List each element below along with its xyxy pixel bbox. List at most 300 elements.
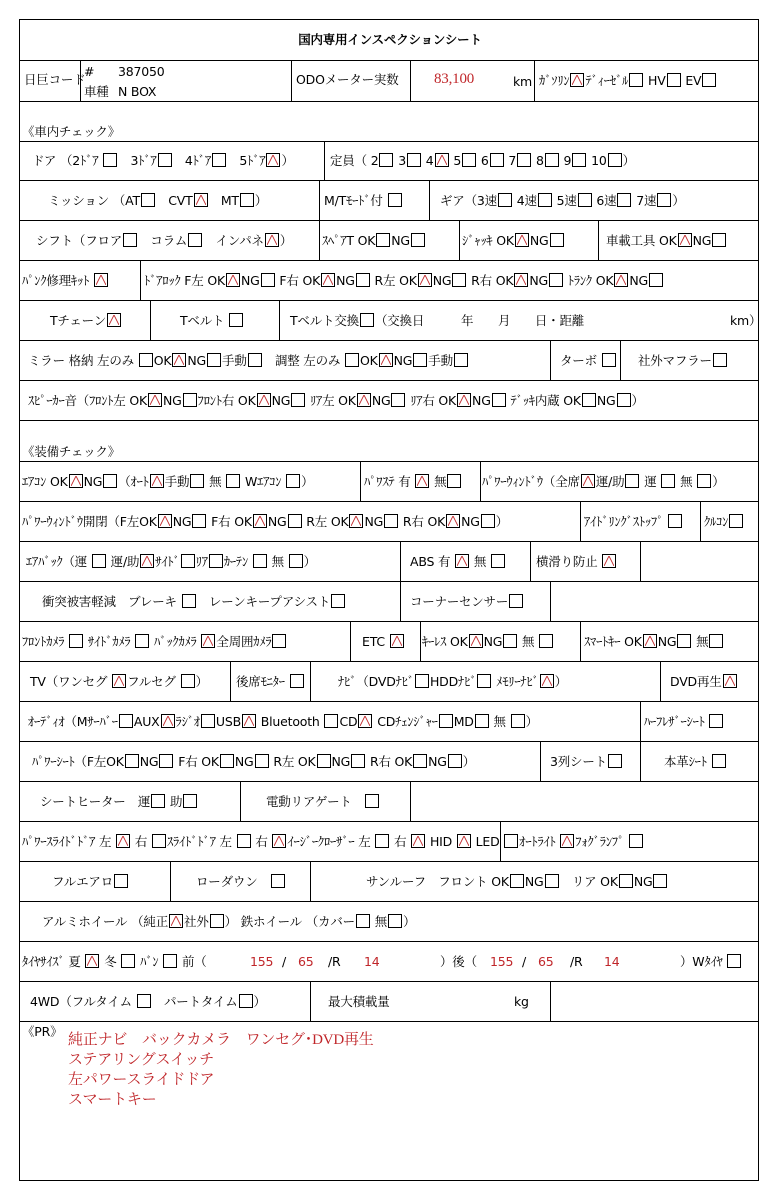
pr-line: 左パワースライドドア	[68, 1072, 215, 1088]
ng-label: NG	[172, 514, 192, 529]
close-paren: ）	[554, 674, 568, 689]
airbag-drv-checkbox[interactable]	[92, 554, 106, 568]
tire-front-rim: 14	[364, 954, 380, 969]
pseat-rl-ok-checkbox[interactable]	[317, 754, 331, 768]
slide-left-label: ｽﾗｲﾄﾞﾄﾞｱ 左	[166, 834, 232, 849]
tire-summer-checkbox[interactable]	[85, 954, 99, 968]
front-camera-checkbox[interactable]	[69, 634, 83, 648]
muffler-checkbox[interactable]	[713, 353, 727, 367]
radio-checkbox[interactable]	[201, 714, 215, 728]
close-paren: ）	[403, 914, 416, 929]
skid-checkbox[interactable]	[602, 554, 616, 568]
alu-aftermarket-checkbox[interactable]	[210, 914, 224, 928]
drv-label: 運	[644, 474, 657, 489]
pw-drv-checkbox[interactable]	[661, 474, 675, 488]
pseat-fl-ok-checkbox[interactable]	[125, 754, 139, 768]
gear4-label: 4速	[516, 193, 537, 208]
mirror-adjust-ok-checkbox[interactable]	[379, 353, 393, 367]
alu-genuine-checkbox[interactable]	[169, 914, 183, 928]
pseat-rr-ok-checkbox[interactable]	[413, 754, 427, 768]
power-steering-none-checkbox[interactable]	[447, 474, 461, 488]
cap6-checkbox[interactable]	[490, 153, 504, 167]
doorlock-rl-ok-checkbox[interactable]	[418, 273, 432, 287]
ng-label: NG	[364, 514, 384, 529]
mirror-fold-left-checkbox[interactable]	[139, 353, 153, 367]
pass-label: 助	[169, 794, 183, 809]
odo-label: ODOメーター実数	[296, 72, 399, 87]
m-server-checkbox[interactable]	[119, 714, 133, 728]
usb-label: USB	[215, 714, 241, 729]
audio-none-checkbox[interactable]	[511, 714, 525, 728]
pseat-fr-ng-checkbox[interactable]	[255, 754, 269, 768]
mirror-fold-ok-checkbox[interactable]	[172, 353, 186, 367]
psd-right-checkbox[interactable]	[152, 834, 166, 848]
speaker-rl-label: ﾘｱ左 OK	[310, 393, 356, 408]
close-paren: ）	[631, 393, 644, 408]
ng-label: NG	[336, 273, 355, 288]
ng-label: NG	[371, 393, 391, 408]
trunk-ok-checkbox[interactable]	[614, 273, 628, 287]
sunroof-rear-ok-checkbox[interactable]	[619, 874, 633, 888]
ng-label: NG	[529, 273, 548, 288]
seat-heater-label: シートヒーター 運	[40, 794, 151, 809]
easy-left-checkbox[interactable]	[375, 834, 389, 848]
ng-label: NG	[83, 474, 103, 489]
deck-ng-checkbox[interactable]	[617, 393, 631, 407]
gear4-checkbox[interactable]	[538, 193, 552, 207]
navi-hdd-checkbox[interactable]	[477, 674, 491, 688]
cap8-checkbox[interactable]	[545, 153, 559, 167]
door3-checkbox[interactable]	[158, 153, 172, 167]
section-pr: 《PR》	[22, 1024, 63, 1039]
navi-memory-checkbox[interactable]	[540, 674, 554, 688]
aux-checkbox[interactable]	[161, 714, 175, 728]
w-tire-checkbox[interactable]	[727, 954, 741, 968]
sd-right-checkbox[interactable]	[272, 834, 286, 848]
navi-memory-label: ﾒﾓﾘｰﾅﾋﾞ	[496, 674, 539, 689]
hid-checkbox[interactable]	[457, 834, 471, 848]
pw-rl-ng-checkbox[interactable]	[384, 514, 398, 528]
pw-all-checkbox[interactable]	[581, 474, 595, 488]
oneseg-checkbox[interactable]	[112, 674, 126, 688]
doorlock-rr-ng-checkbox[interactable]	[549, 273, 563, 287]
psd-left-checkbox[interactable]	[116, 834, 130, 848]
door5-checkbox[interactable]	[266, 153, 280, 167]
speaker-fl-ok-checkbox[interactable]	[148, 393, 162, 407]
close-paren: ）	[462, 754, 476, 769]
tbelt-checkbox[interactable]	[229, 313, 243, 327]
skid-label: 横滑り防止	[536, 554, 598, 569]
speaker-fl-ng-checkbox[interactable]	[183, 393, 197, 407]
sd-left-checkbox[interactable]	[237, 834, 251, 848]
trunk-ng-checkbox[interactable]	[649, 273, 663, 287]
side-camera-checkbox[interactable]	[135, 634, 149, 648]
cap2-checkbox[interactable]	[379, 153, 393, 167]
ng-label: NG	[432, 273, 452, 288]
curtain-label: ｶｰﾃﾝ	[223, 554, 249, 569]
odo-value: 83,100	[434, 71, 475, 87]
aircon-auto-checkbox[interactable]	[150, 474, 164, 488]
door4-label: 4ﾄﾞｱ	[184, 153, 212, 168]
audio-label: ｵｰﾃﾞｨｵ（Mｻｰﾊﾞｰ	[28, 714, 118, 729]
drv-pass-label: 運/助	[595, 474, 625, 489]
side-camera-label: ｻｲﾄﾞｶﾒﾗ	[87, 634, 131, 649]
fullseg-checkbox[interactable]	[181, 674, 195, 688]
ng-label: NG	[267, 514, 287, 529]
parttime-checkbox[interactable]	[239, 994, 253, 1008]
speaker-rr-ok-checkbox[interactable]	[457, 393, 471, 407]
close-paren: ）	[525, 714, 538, 729]
leather-checkbox[interactable]	[712, 754, 726, 768]
none-label: 無	[522, 634, 535, 649]
spare-ok-checkbox[interactable]	[376, 233, 390, 247]
steel-cover-checkbox[interactable]	[356, 914, 370, 928]
gear6-checkbox[interactable]	[617, 193, 631, 207]
cd-changer-label: CDﾁｪﾝｼﾞｬｰ	[377, 714, 438, 729]
airbag-side-checkbox[interactable]	[181, 554, 195, 568]
mt-mode-label: M/Tﾓｰﾄﾞ付	[324, 193, 383, 208]
cd-changer-checkbox[interactable]	[439, 714, 453, 728]
tools-ok-checkbox[interactable]	[678, 233, 692, 247]
doorlock-fl-ng-checkbox[interactable]	[261, 273, 275, 287]
ng-label: NG	[529, 233, 549, 248]
abs-none-checkbox[interactable]	[491, 554, 505, 568]
navi-dvd-checkbox[interactable]	[415, 674, 429, 688]
smartkey-ok-checkbox[interactable]	[643, 634, 657, 648]
doorlock-fr-ok-checkbox[interactable]	[321, 273, 335, 287]
idle-stop-checkbox[interactable]	[668, 514, 682, 528]
mirror-adjust-left-checkbox[interactable]	[345, 353, 359, 367]
puncture-label: ﾊﾟﾝｸ修理ｷｯﾄ	[22, 273, 90, 288]
close-paren: ）	[712, 474, 725, 489]
cap8-label: 8	[535, 153, 544, 168]
speaker-fr-label: ﾌﾛﾝﾄ右 OK	[197, 393, 256, 408]
pw-fl-ng-checkbox[interactable]	[192, 514, 206, 528]
ng-label: NG	[240, 273, 260, 288]
mirror-fold-manual-checkbox[interactable]	[248, 353, 262, 367]
airbag-rear-checkbox[interactable]	[209, 554, 223, 568]
trunk-label: ﾄﾗﾝｸ OK	[567, 273, 614, 288]
full-aero-checkbox[interactable]	[114, 874, 128, 888]
floor-checkbox[interactable]	[123, 233, 137, 247]
tire-winter-checkbox[interactable]	[121, 954, 135, 968]
waircon-checkbox[interactable]	[286, 474, 300, 488]
full-aero-label: フルエアロ	[52, 874, 114, 889]
sunroof-rear-label: リア OK	[571, 874, 618, 889]
column-checkbox[interactable]	[188, 233, 202, 247]
keyless-ok-checkbox[interactable]	[469, 634, 483, 648]
pw-rl-ok-checkbox[interactable]	[349, 514, 363, 528]
back-camera-checkbox[interactable]	[201, 634, 215, 648]
aircon-none-checkbox[interactable]	[226, 474, 240, 488]
tools-ng-checkbox[interactable]	[712, 233, 726, 247]
doorlock-rl-label: R左 OK	[374, 273, 417, 288]
gear7-checkbox[interactable]	[657, 193, 671, 207]
speaker-fl-label: ｽﾋﾟｰｶｰ音（ﾌﾛﾝﾄ左 OK	[28, 393, 148, 408]
aircon-manual-checkbox[interactable]	[190, 474, 204, 488]
sunroof-front-ok-checkbox[interactable]	[510, 874, 524, 888]
cvt-checkbox[interactable]	[194, 193, 208, 207]
pw-rr-ng-checkbox[interactable]	[481, 514, 495, 528]
slash-label: /	[282, 954, 287, 969]
pseat-fr-ok-checkbox[interactable]	[220, 754, 234, 768]
aircon-ng-checkbox[interactable]	[103, 474, 117, 488]
keyless-none-checkbox[interactable]	[539, 634, 553, 648]
cap3-checkbox[interactable]	[407, 153, 421, 167]
tchain-checkbox[interactable]	[107, 313, 121, 327]
bluetooth-checkbox[interactable]	[324, 714, 338, 728]
spare-ng-checkbox[interactable]	[411, 233, 425, 247]
airbag-curtain-checkbox[interactable]	[253, 554, 267, 568]
gear3-checkbox[interactable]	[498, 193, 512, 207]
abs-label: ABS 有	[410, 554, 451, 569]
ok-label: OK	[153, 353, 172, 368]
heater-drv-checkbox[interactable]	[151, 794, 165, 808]
pw-fr-ok-checkbox[interactable]	[253, 514, 267, 528]
pw-fl-ok-checkbox[interactable]	[158, 514, 172, 528]
tire-van-checkbox[interactable]	[163, 954, 177, 968]
fuel-gas-label: ｶﾞｿﾘﾝ	[539, 73, 570, 88]
speaker-fr-ng-checkbox[interactable]	[291, 393, 305, 407]
md-label: MD	[453, 714, 474, 729]
leather-label: 本革ｼｰﾄ	[664, 754, 707, 769]
inpane-checkbox[interactable]	[265, 233, 279, 247]
manual-label: 手動	[428, 353, 453, 368]
fog-label: ﾌｫｸﾞﾗﾝﾌﾟ	[575, 834, 625, 849]
mirror-label: ミラー 格納 左のみ	[28, 353, 134, 368]
r-label: /R	[570, 954, 583, 969]
none-label: 無	[374, 914, 388, 929]
half-leather-label: ﾊｰﾌﾚｻﾞｰｼｰﾄ	[644, 714, 705, 729]
keyless-ng-checkbox[interactable]	[503, 634, 517, 648]
mt-checkbox[interactable]	[240, 193, 254, 207]
speaker-rl-ok-checkbox[interactable]	[357, 393, 371, 407]
page-title: 国内専用インスペクションシート	[298, 32, 482, 47]
ng-label: NG	[139, 754, 159, 769]
pw-none-checkbox[interactable]	[697, 474, 711, 488]
doorlock-rr-ok-checkbox[interactable]	[514, 273, 528, 287]
close-paren: ）	[224, 914, 237, 929]
tv-oneseg-label: TV（ワンセグ	[30, 674, 108, 689]
pw-drv-pass-checkbox[interactable]	[625, 474, 639, 488]
muffler-label: 社外マフラー	[638, 353, 712, 368]
waircon-label: Wｴｱｺﾝ	[244, 474, 282, 489]
steel-none-checkbox[interactable]	[388, 914, 402, 928]
tbelt-detail-label: （交換日 年 月 日・距離	[374, 313, 585, 328]
lane-keep-label: レーンキープアシスト	[208, 594, 331, 609]
code-label: 日巨コード	[24, 72, 86, 87]
auto-light-label: ｵｰﾄﾗｲﾄ	[519, 834, 556, 849]
smartkey-label: ｽﾏｰﾄｷｰ OK	[584, 634, 642, 649]
ng-label: NG	[483, 634, 503, 649]
lowdown-checkbox[interactable]	[271, 874, 285, 888]
code-prefix: #	[84, 64, 95, 79]
close-paren: ）	[195, 674, 208, 689]
tire-front-aspect: 65	[298, 954, 314, 969]
tbelt-label: Tベルト	[180, 313, 225, 328]
airbag-dp-checkbox[interactable]	[140, 554, 154, 568]
close-paren: ）	[495, 514, 509, 529]
rear-gate-checkbox[interactable]	[365, 794, 379, 808]
idle-stop-label: ｱｲﾄﾞﾘﾝｸﾞｽﾄｯﾌﾟ	[584, 514, 664, 529]
pw-rl-label: R左 OK	[306, 514, 349, 529]
mirror-adjust-manual-checkbox[interactable]	[454, 353, 468, 367]
pseat-rr-ng-checkbox[interactable]	[448, 754, 462, 768]
sunroof-front-ng-checkbox[interactable]	[545, 874, 559, 888]
dvd-play-label: DVD再生	[670, 674, 722, 689]
mirror-adjust-ng-checkbox[interactable]	[413, 353, 427, 367]
fullseg-label: フルセグ	[127, 674, 176, 689]
tire-rear-aspect: 65	[538, 954, 554, 969]
airbag-none-checkbox[interactable]	[289, 554, 303, 568]
collision-checkbox[interactable]	[182, 594, 196, 608]
cap10-checkbox[interactable]	[608, 153, 622, 167]
turbo-checkbox[interactable]	[602, 353, 616, 367]
r-label: /R	[328, 954, 341, 969]
etc-checkbox[interactable]	[390, 634, 404, 648]
gear7-label: 7速	[636, 193, 657, 208]
puncture-checkbox[interactable]	[94, 273, 108, 287]
abs-yes-checkbox[interactable]	[455, 554, 469, 568]
cap5-checkbox[interactable]	[462, 153, 476, 167]
md-checkbox[interactable]	[475, 714, 489, 728]
van-label: ﾊﾞﾝ	[140, 954, 159, 969]
collision-label: 衝突被害軽減 ブレーキ	[42, 594, 177, 609]
corner-sensor-checkbox[interactable]	[509, 594, 523, 608]
heater-pass-checkbox[interactable]	[183, 794, 197, 808]
cap5-label: 5	[453, 153, 462, 168]
ok-label: OK	[360, 353, 378, 368]
door2-checkbox[interactable]	[103, 153, 117, 167]
pseat-rl-ng-checkbox[interactable]	[351, 754, 365, 768]
ng-label: NG	[472, 393, 491, 408]
cruise-checkbox[interactable]	[729, 514, 743, 528]
speaker-fr-ok-checkbox[interactable]	[257, 393, 271, 407]
cap10-label: 10	[591, 153, 607, 168]
fulltime-checkbox[interactable]	[137, 994, 151, 1008]
sunroof-rear-ng-checkbox[interactable]	[653, 874, 667, 888]
dvd-play-checkbox[interactable]	[723, 674, 737, 688]
speaker-rl-ng-checkbox[interactable]	[391, 393, 405, 407]
smartkey-none-checkbox[interactable]	[709, 634, 723, 648]
winter-label: 冬	[104, 954, 117, 969]
cap9-checkbox[interactable]	[572, 153, 586, 167]
tire-rear-rim: 14	[604, 954, 620, 969]
auto-light-checkbox[interactable]	[560, 834, 574, 848]
pw-rr-ok-checkbox[interactable]	[446, 514, 460, 528]
fuel-diesel-checkbox[interactable]	[629, 73, 643, 87]
fuel-ev-checkbox[interactable]	[702, 73, 716, 87]
speaker-rr-ng-checkbox[interactable]	[492, 393, 506, 407]
aircon-ok-checkbox[interactable]	[69, 474, 83, 488]
model-label: 車種	[84, 84, 109, 99]
pseat-fl-ng-checkbox[interactable]	[159, 754, 173, 768]
none-label: 無	[473, 554, 487, 569]
km-close-label: km）	[730, 313, 762, 328]
right-label: 右	[394, 834, 407, 849]
fuel-hv-checkbox[interactable]	[667, 73, 681, 87]
ng-label: NG	[461, 514, 480, 529]
none-label: 無	[434, 474, 447, 489]
half-leather-checkbox[interactable]	[709, 714, 723, 728]
door4-checkbox[interactable]	[212, 153, 226, 167]
power-steering-yes-checkbox[interactable]	[415, 474, 429, 488]
rear-monitor-checkbox[interactable]	[290, 674, 304, 688]
ng-label: NG	[657, 634, 677, 649]
navi-dvd-label: ﾅﾋﾞ（DVDﾅﾋﾞ	[338, 674, 414, 689]
none-label: 無	[209, 474, 222, 489]
doorlock-fr-ng-checkbox[interactable]	[356, 273, 370, 287]
mirror-fold-ng-checkbox[interactable]	[207, 353, 221, 367]
deck-ok-checkbox[interactable]	[582, 393, 596, 407]
jack-label: ｼﾞｬｯｷ OK	[462, 233, 514, 248]
gear5-label: 5速	[556, 193, 577, 208]
right-label: 右	[134, 834, 148, 849]
led-checkbox[interactable]	[504, 834, 518, 848]
at-checkbox[interactable]	[141, 193, 155, 207]
tools-label: 車載工具 OK	[606, 233, 677, 248]
power-slide-left-label: ﾊﾟﾜｰｽﾗｲﾄﾞﾄﾞｱ 左	[22, 834, 112, 849]
mirror-adjust-label: 調整 左のみ	[274, 353, 341, 368]
fog-checkbox[interactable]	[629, 834, 643, 848]
doorlock-rl-ng-checkbox[interactable]	[452, 273, 466, 287]
none-label: 無	[696, 634, 709, 649]
easy-right-checkbox[interactable]	[411, 834, 425, 848]
led-label: LED	[475, 834, 500, 849]
pw-open-label: ﾊﾟﾜｰｳｨﾝﾄﾞｳ開閉（F左OK	[22, 514, 157, 529]
smartkey-ng-checkbox[interactable]	[677, 634, 691, 648]
close-paren: ）	[301, 474, 314, 489]
front-camera-label: ﾌﾛﾝﾄｶﾒﾗ	[22, 634, 65, 649]
tire-rear-width: 155	[490, 954, 514, 969]
ng-label: NG	[393, 353, 413, 368]
cap4-label: 4	[425, 153, 434, 168]
speaker-rr-label: ﾘｱ右 OK	[410, 393, 457, 408]
mt-mode-checkbox[interactable]	[388, 193, 402, 207]
fuel-gas-checkbox[interactable]	[570, 73, 584, 87]
pseat-rl-label: R左 OK	[273, 754, 316, 769]
close-paren: ）	[281, 153, 294, 168]
cap4-checkbox[interactable]	[435, 153, 449, 167]
cap7-checkbox[interactable]	[517, 153, 531, 167]
manual-label: 手動	[222, 353, 247, 368]
mt-label: MT	[220, 193, 239, 208]
around-camera-checkbox[interactable]	[272, 634, 286, 648]
pw-fr-label: F右 OK	[211, 514, 252, 529]
ng-label: NG	[331, 754, 351, 769]
jack-ng-checkbox[interactable]	[550, 233, 564, 247]
third-row-checkbox[interactable]	[608, 754, 622, 768]
fuel-diesel-label: ﾃﾞｨｰｾﾞﾙ	[585, 73, 629, 88]
usb-checkbox[interactable]	[242, 714, 256, 728]
gear5-checkbox[interactable]	[578, 193, 592, 207]
lane-keep-checkbox[interactable]	[331, 594, 345, 608]
tbelt-exchange-checkbox[interactable]	[360, 313, 374, 327]
gear6-label: 6速	[596, 193, 617, 208]
ng-label: NG	[163, 393, 182, 408]
jack-ok-checkbox[interactable]	[515, 233, 529, 247]
hid-label: HID	[429, 834, 453, 849]
ng-label: NG	[391, 233, 410, 248]
aux-label: AUX	[133, 714, 160, 729]
alu-wheel-label: アルミホイール （純正	[42, 914, 169, 929]
ng-label: NG	[234, 754, 254, 769]
easy-closer-label: ｲｰｼﾞｰｸﾛｰｻﾞｰ 左	[287, 834, 371, 849]
pw-fr-ng-checkbox[interactable]	[288, 514, 302, 528]
cd-checkbox[interactable]	[358, 714, 372, 728]
none-label: 無	[493, 714, 506, 729]
doorlock-fl-ok-checkbox[interactable]	[226, 273, 240, 287]
